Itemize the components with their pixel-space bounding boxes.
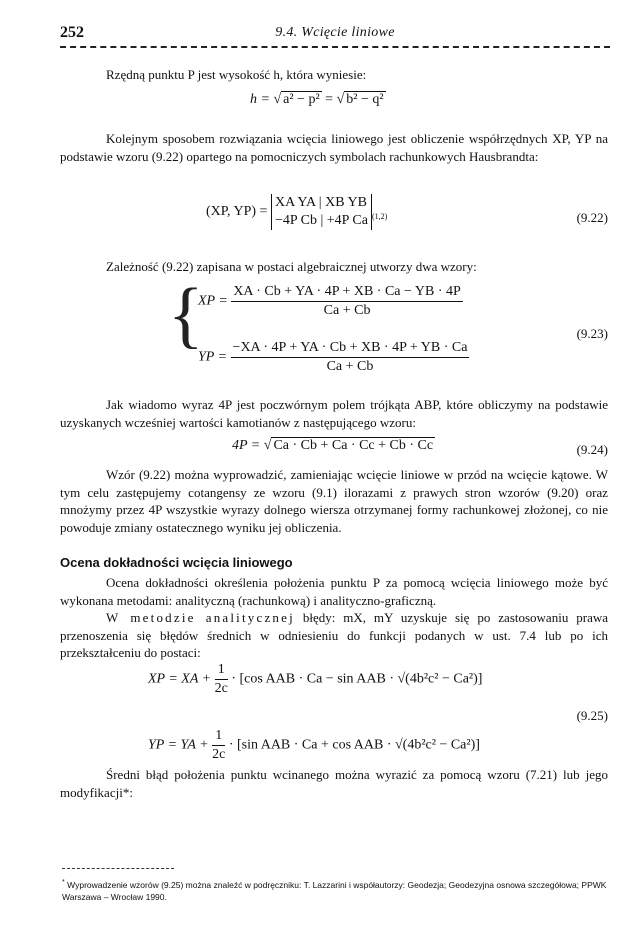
running-header — [60, 24, 610, 46]
equation-9-25-y-lhs: YP = YA + — [148, 737, 209, 753]
fraction-half-c-y — [212, 728, 225, 763]
fraction-half-c-y-num: 1 — [212, 728, 225, 746]
paragraph-derivation: Wzór (9.22) można wyprowadzić, zamieniając wcięcie liniowe w przód na wcięcie kątowe. W tym celu zastępujemy cotangensy ze wzoru (9.1) ilorazami z prawych stron wzorów (9.20) oraz mnożymy przez 4P wszystkie wyrazy dolnego wiersza otrzymanej formy rachunkowej złożonej, co nie powoduje zmiany ostatecznego wyniku jej obliczenia. — [60, 467, 608, 535]
hausbrandt-symbol — [271, 194, 372, 230]
footnote — [62, 876, 608, 903]
section-title: 9.4. Wcięcie liniowe — [275, 25, 395, 40]
paragraph-mean-error: Średni błąd położenia punktu wcinanego można wyrazić za pomocą wzoru (7.21) lub jego modyfikacji*: — [60, 767, 608, 800]
fraction-half-c-x-den: 2c — [214, 681, 228, 696]
paragraph-analytic-method — [60, 609, 608, 662]
fraction-yp-numerator: −XA · 4P + YA · Cb + XB · 4P + YB · Ca — [231, 340, 470, 358]
fraction-half-c-x — [215, 662, 228, 697]
equation-9-25-x: XP = XA + $\frac{1}{2c}$ · [cos AAB · Ca − sin AAB · √(4b²c² − Ca²)] — [148, 662, 483, 696]
fraction-xp-numerator: XA · Cb + YA · 4P + XB · Ca − YB · 4P — [231, 284, 462, 302]
equation-number-9-23: (9.23) — [576, 326, 608, 341]
sqrt-b-q: √ b² − q² — [336, 92, 384, 107]
sqrt-karnotians: √ Ca · Cb + Ca · Cc + Cb · Cc — [263, 438, 434, 453]
page-number: 252 — [60, 24, 84, 41]
paragraph-hausbrandt: Kolejnym sposobem rozwiązania wcięcia liniowego jest obliczenie współrzędnych XP, YP na podstawie wzoru (9.22) opartego na pomocniczych symbolach rachunkowych Hausbrandta: — [60, 131, 608, 164]
header-rule — [60, 46, 610, 48]
equation-height — [250, 92, 386, 108]
sqrt-a-p: √ a² − p² — [273, 92, 320, 107]
analytic-method-rest: błędy: mX, mY uzyskuje się po zastosowaniu prawa przenoszenia się błędów średnich w odniesieniu do funkcji podanych w ust. 7.4 lub po ich przekształceniu do postaci: — [60, 610, 608, 660]
equation-9-22-lhs: (XP, YP) = — [206, 204, 268, 220]
paragraph-algebraic: Zależność (9.22) zapisana w postaci algebraicznej utworzy dwa wzory: — [106, 259, 477, 274]
equation-9-23-y-lhs: YP = — [198, 349, 228, 365]
fraction-yp-denominator: Ca + Cb — [326, 359, 374, 374]
hausbrandt-subscript: (1,2) — [371, 212, 388, 222]
analytic-method-lead: W metodzie analitycznej — [106, 610, 295, 625]
hausbrandt-row-1: XA YA | XB YB — [274, 195, 367, 210]
equation-9-25-y: YP = YA + $\frac{1}{2c}$ · [sin AAB · Ca + cos AAB · √(4b²c² − Ca²)] — [148, 728, 480, 762]
fraction-xp-denominator: Ca + Cb — [323, 303, 371, 318]
equation-height-lhs: h = — [250, 92, 270, 107]
fraction-yp — [231, 340, 470, 375]
bracket-y-content: sin AAB · Ca + cos AAB · √(4b²c² − Ca²) — [241, 737, 476, 753]
equation-9-24-lhs: 4P = — [232, 438, 261, 453]
radicand-a-p: a² − p² — [283, 92, 320, 107]
equation-number-9-22: (9.22) — [576, 210, 608, 225]
fraction-xp — [231, 284, 462, 319]
footnote-marker: * — [62, 878, 65, 886]
radicand-karnotians: Ca · Cb + Ca · Cc + Cb · Cc — [273, 438, 434, 453]
equation-9-23-y — [198, 340, 469, 375]
equation-9-23-x-lhs: XP = — [198, 293, 228, 309]
bracket-x-content: cos AAB · Ca − sin AAB · √(4b²c² − Ca²) — [244, 671, 478, 687]
equation-number-9-24: (9.24) — [576, 442, 608, 457]
paragraph-height-intro: Rzędną punktu P jest wysokość h, która wyniesie: — [106, 67, 367, 82]
footnote-rule — [62, 868, 174, 869]
equation-9-25-x-lhs: XP = XA + — [148, 671, 212, 687]
equation-9-23-x — [198, 284, 463, 319]
section-heading-accuracy: Ocena dokładności wcięcia liniowego — [60, 555, 293, 570]
equation-9-22 — [206, 194, 387, 230]
equals-sign: = — [325, 92, 334, 107]
equation-9-24 — [232, 438, 435, 454]
footnote-text: Wyprowadzenie wzorów (9.25) można znaleźć w podręczniku: T. Lazzarini i współautorzy: Geodezja; Geodezyjna osnowa szczegółowa; PPWK Warszawa – Wrocław 1990. — [62, 879, 607, 902]
paragraph-accuracy-methods: Ocena dokładności określenia położenia punktu P za pomocą wcięcia liniowego może być wykonana metodami: analityczną (rachunkową) i analityczno-graficzną. — [60, 575, 608, 608]
left-brace: { — [168, 274, 204, 356]
radicand-b-q: b² − q² — [346, 92, 384, 107]
fraction-half-c-x-num: 1 — [215, 662, 228, 680]
equation-number-9-25: (9.25) — [576, 708, 608, 723]
paragraph-area: Jak wiadomo wyraz 4P jest poczwórnym polem trójkąta ABP, które obliczymy na podstawie uzyskanych wcześniej wartości kamotianów z następującego wzoru: — [60, 397, 608, 430]
hausbrandt-row-2: −4P Cb | +4P Ca — [274, 213, 368, 228]
fraction-half-c-y-den: 2c — [212, 747, 226, 762]
